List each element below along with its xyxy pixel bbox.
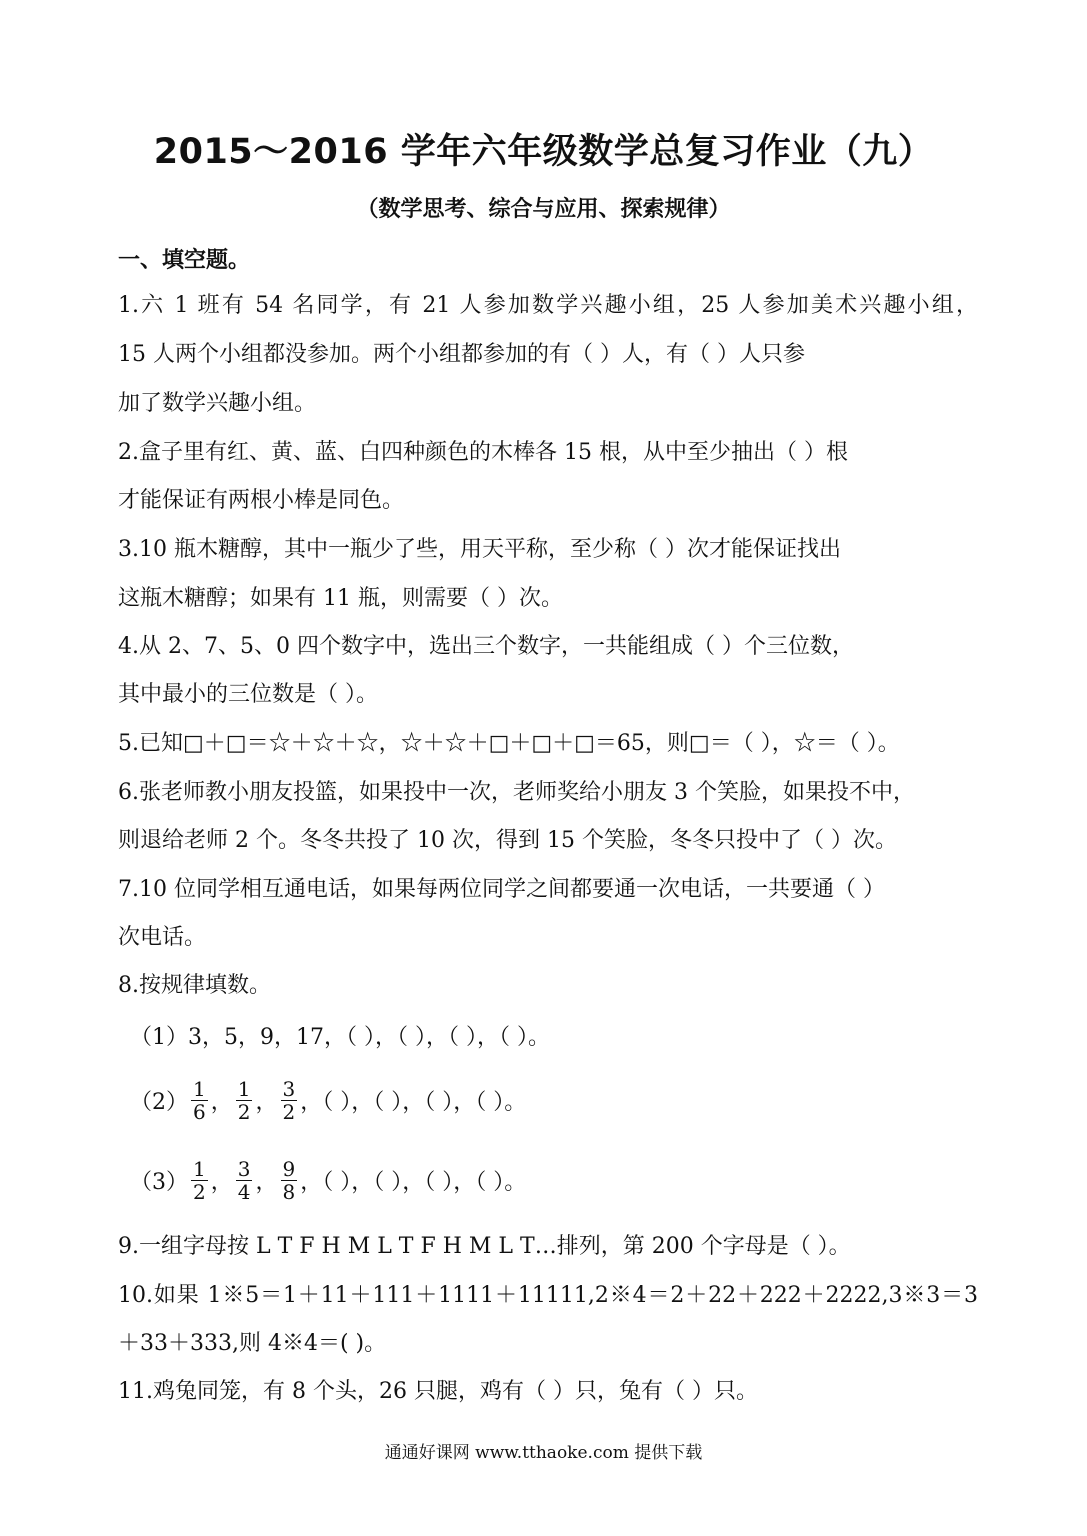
question-1-line-1: 1.六 1 班有 54 名同学，有 21 人参加数学兴趣小组，25 人参加美术兴趣小组， (118, 293, 978, 318)
question-8-heading: 8.按规律填数。 (118, 973, 271, 998)
footer-source-note: 通通好课网 www.tthaoke.com 提供下载 (384, 1443, 703, 1463)
question-2-line-1: 2.盒子里有红、黄、蓝、白四种颜色的木棒各 15 根，从中至少抽出（ ）根 (118, 440, 848, 465)
fraction: $\frac{9}{8}$ (282, 1156, 296, 1204)
question-3-line-1: 3.10 瓶木糖醇，其中一瓶少了些，用天平称，至少称（ ）次才能保证找出 (118, 537, 841, 562)
question-3-line-2: 这瓶木糖醇；如果有 11 瓶，则需要（ ）次。 (118, 586, 563, 611)
sequence-3: （3） $\frac{1}{2}$ ， $\frac{3}{4}$ ， $\frac{9}{8}$ ，（ ），（ ），（ ），（ ）。 (130, 1156, 527, 1204)
question-4-line-2: 其中最小的三位数是（ ）。 (118, 682, 378, 707)
page-subtitle: （数学思考、综合与应用、探索规律） (356, 197, 731, 222)
question-6-line-2: 则退给老师 2 个。冬冬共投了 10 次，得到 15 个笑脸，冬冬只投中了（ ）次。 (118, 828, 897, 853)
page-title: 2015～2016 学年六年级数学总复习作业（九） (153, 132, 934, 172)
sequence-3-blanks: ，（ ），（ ），（ ），（ ）。 (300, 1169, 527, 1195)
question-2-line-2: 才能保证有两根小棒是同色。 (118, 488, 405, 513)
question-4-line-1: 4.从 2、7、5、0 四个数字中，选出三个数字，一共能组成（ ）个三位数， (118, 634, 854, 659)
question-11-line-1: 11.鸡兔同笼，有 8 个头，26 只腿，鸡有（ ）只，兔有（ ）只。 (118, 1379, 758, 1404)
fraction: $\frac{1}{2}$ (193, 1156, 206, 1204)
question-7-line-1: 7.10 位同学相互通电话，如果每两位同学之间都要通一次电话，一共要通（ ） (118, 877, 885, 902)
question-7-line-2: 次电话。 (118, 925, 207, 950)
question-6-line-1: 6.张老师教小朋友投篮，如果投中一次，老师奖给小朋友 3 个笑脸，如果投不中， (118, 780, 915, 805)
sequence-2: （2） $\frac{1}{6}$ ， $\frac{1}{2}$ ， $\frac{3}{2}$ ，（ ），（ ），（ ），（ ）。 (130, 1076, 527, 1124)
section-heading: 一、填空题。 (118, 248, 251, 273)
fraction: $\frac{1}{6}$ (193, 1076, 206, 1124)
sequence-2-label: （2） (130, 1089, 188, 1115)
sequence-2-blanks: ，（ ），（ ），（ ），（ ）。 (300, 1089, 527, 1115)
sequence-1: （1）3，5，9，17，（ ），（ ），（ ），（ ）。 (130, 1024, 550, 1050)
sequence-3-label: （3） (130, 1169, 188, 1195)
question-5-line-1: 5.已知□＋□＝☆＋☆＋☆，☆＋☆＋□＋□＋□＝65，则□＝（ ），☆＝（ ）。 (118, 731, 900, 756)
question-9-line-1: 9.一组字母按 L T F H M L T F H M L T…排列，第 200 个字母是（ ）。 (118, 1234, 851, 1259)
question-1-line-2: 15 人两个小组都没参加。两个小组都参加的有（ ）人，有（ ）人只参 (118, 342, 805, 367)
fraction: $\frac{3}{4}$ (237, 1156, 251, 1204)
question-1-line-3: 加了数学兴趣小组。 (118, 391, 317, 416)
question-10-line-2: ＋33＋333,则 4※4＝( )。 (118, 1331, 387, 1356)
fraction: $\frac{3}{2}$ (282, 1076, 296, 1124)
question-10-line-1: 10.如果 1※5＝1＋11＋111＋1111＋11111,2※4＝2＋22＋222＋2222,3※3＝3 (118, 1283, 978, 1308)
fraction: $\frac{1}{2}$ (237, 1076, 251, 1124)
